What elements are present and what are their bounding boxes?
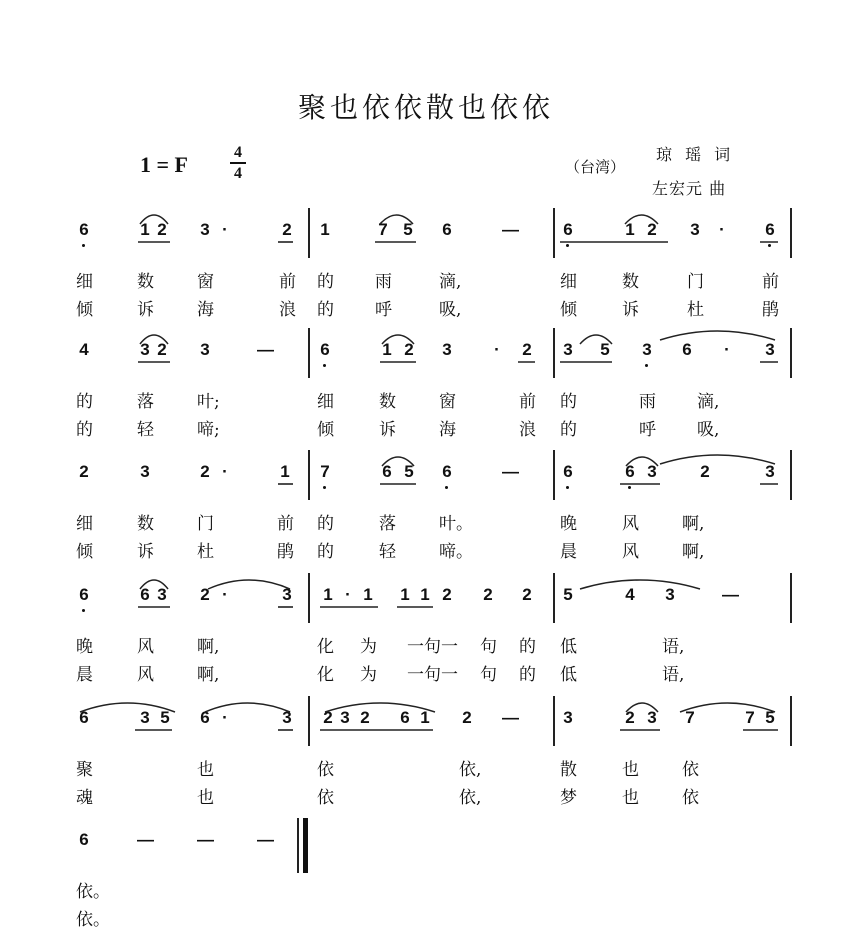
note: 2 bbox=[200, 462, 210, 481]
lyric-verse-2: 的 bbox=[317, 300, 334, 320]
slur-arc bbox=[140, 580, 168, 589]
note: 5 bbox=[403, 220, 413, 239]
note: · bbox=[719, 220, 725, 239]
region-label: （台湾） bbox=[565, 158, 626, 176]
note: 3 bbox=[140, 340, 150, 359]
lyric-verse-2: 啼; bbox=[197, 420, 220, 440]
lyric-verse-2: 吸, bbox=[697, 420, 720, 440]
note: · bbox=[222, 220, 228, 239]
note: 2 bbox=[442, 585, 452, 604]
note: 1 bbox=[625, 220, 635, 239]
lyric-verse-2: 的 bbox=[317, 542, 334, 562]
lyric-verse-1: 的 bbox=[317, 514, 334, 534]
lyric-verse-2: 依 bbox=[317, 788, 334, 808]
lyric-verse-2: 也 bbox=[622, 788, 639, 808]
lyric-verse-1: 落 bbox=[137, 392, 154, 412]
note: 2 bbox=[200, 585, 210, 604]
note: 1 bbox=[420, 708, 430, 727]
note: 3 bbox=[340, 708, 350, 727]
lyric-verse-1: 的 bbox=[519, 637, 536, 657]
lyric-verse-2: 梦 bbox=[560, 788, 577, 808]
lyric-verse-1: 为 bbox=[360, 637, 377, 657]
lyric-verse-1: 雨 bbox=[639, 392, 656, 412]
note: 6 bbox=[79, 585, 89, 604]
lyric-verse-2: 倾 bbox=[560, 300, 577, 320]
note: 3 bbox=[563, 340, 573, 359]
lyric-verse-2: 的 bbox=[519, 665, 536, 685]
lyric-verse-1: 散 bbox=[560, 760, 577, 780]
note: 3 bbox=[200, 220, 210, 239]
slur-arc bbox=[580, 335, 612, 344]
slur-arc bbox=[626, 703, 658, 712]
lyric-verse-1: 前 bbox=[762, 272, 779, 292]
note: 3 bbox=[140, 462, 150, 481]
note: 1 bbox=[320, 220, 330, 239]
note: 3 bbox=[647, 708, 657, 727]
note: 5 bbox=[160, 708, 170, 727]
lyric-verse-2: 诉 bbox=[137, 542, 154, 562]
slur-arc bbox=[625, 215, 658, 224]
note: 3 bbox=[200, 340, 210, 359]
lyric-verse-2: 语, bbox=[662, 665, 685, 685]
lyric-verse-1: 聚 bbox=[76, 760, 93, 780]
lyric-verse-1: 数 bbox=[379, 392, 396, 412]
lyric-verse-1: 也 bbox=[622, 760, 639, 780]
lyric-verse-1: 句 bbox=[480, 637, 497, 657]
lyric-verse-1: 晚 bbox=[76, 637, 93, 657]
slur-arc bbox=[205, 703, 290, 712]
lyric-verse-2: 鹃 bbox=[762, 300, 779, 320]
note: 7 bbox=[685, 708, 695, 727]
slur-arc bbox=[140, 335, 168, 344]
slur-arc bbox=[208, 580, 290, 589]
lyric-verse-1: 细 bbox=[560, 272, 577, 292]
note: — bbox=[502, 708, 519, 727]
note: 6 bbox=[400, 708, 410, 727]
lyric-verse-2: 杜 bbox=[197, 542, 214, 562]
slur-arc bbox=[325, 703, 435, 712]
lyric-verse-2: 倾 bbox=[76, 300, 93, 320]
note: 6 bbox=[79, 220, 89, 239]
time-signature-bottom: 4 bbox=[234, 165, 242, 182]
composer-credit: 左宏元 曲 bbox=[652, 179, 727, 198]
note: 6 bbox=[682, 340, 692, 359]
slur-arc bbox=[382, 335, 414, 344]
slur-arc bbox=[660, 331, 775, 340]
lyric-verse-2: 浪 bbox=[279, 300, 296, 320]
lyric-verse-1: 风 bbox=[137, 637, 154, 657]
lyric-verse-2: 啊, bbox=[197, 665, 220, 685]
note: 5 bbox=[404, 462, 414, 481]
lyric-verse-1: 叶。 bbox=[439, 514, 473, 534]
lyric-verse-2: 倾 bbox=[317, 420, 334, 440]
note: · bbox=[222, 708, 228, 727]
time-signature-top: 4 bbox=[234, 144, 242, 161]
lyric-verse-2: 依。 bbox=[76, 910, 110, 930]
note: 6 bbox=[625, 462, 635, 481]
note: 3 bbox=[690, 220, 700, 239]
lyric-verse-1: 啊, bbox=[682, 514, 705, 534]
lyric-verse-1: 门 bbox=[197, 514, 214, 534]
note: 1 bbox=[382, 340, 392, 359]
note: 2 bbox=[157, 220, 167, 239]
lyric-verse-1: 数 bbox=[137, 272, 154, 292]
note: 2 bbox=[404, 340, 414, 359]
note: 4 bbox=[79, 340, 89, 359]
lyric-verse-1: 前 bbox=[519, 392, 536, 412]
lyric-verse-1: 前 bbox=[279, 272, 296, 292]
note: — bbox=[502, 220, 519, 239]
lyric-verse-2: 吸, bbox=[439, 300, 462, 320]
lyric-verse-2: 也 bbox=[197, 788, 214, 808]
note: 3 bbox=[765, 340, 775, 359]
slur-arc bbox=[382, 457, 414, 466]
lyric-verse-2: 依 bbox=[682, 788, 699, 808]
lyric-verse-1: 细 bbox=[76, 514, 93, 534]
note: 2 bbox=[282, 220, 292, 239]
note: 3 bbox=[563, 708, 573, 727]
lyric-verse-2: 的 bbox=[560, 420, 577, 440]
slur-arc bbox=[80, 703, 175, 712]
lyric-verse-2: 句 bbox=[480, 665, 497, 685]
lyric-verse-1: 雨 bbox=[375, 272, 392, 292]
lyric-verse-2: 轻 bbox=[137, 420, 154, 440]
lyric-verse-2: 依, bbox=[459, 788, 482, 808]
note: 6 bbox=[563, 220, 573, 239]
lyric-verse-2: 风 bbox=[137, 665, 154, 685]
note: 4 bbox=[625, 585, 635, 604]
note: 3 bbox=[282, 585, 292, 604]
slur-arc bbox=[626, 457, 658, 466]
key-signature: 1 = F bbox=[140, 152, 188, 177]
note: 6 bbox=[79, 708, 89, 727]
lyric-verse-2: 风 bbox=[622, 542, 639, 562]
note: 5 bbox=[765, 708, 775, 727]
lyric-verse-1: 依 bbox=[682, 760, 699, 780]
lyric-verse-1: 前 bbox=[277, 514, 294, 534]
note: 2 bbox=[700, 462, 710, 481]
note: — bbox=[137, 830, 154, 849]
note: 6 bbox=[382, 462, 392, 481]
lyric-verse-2: 为 bbox=[360, 665, 377, 685]
lyric-verse-2: 化 bbox=[317, 665, 334, 685]
lyric-verse-1: 滴, bbox=[697, 392, 720, 412]
note: 2 bbox=[360, 708, 370, 727]
lyric-verse-1: 晚 bbox=[560, 514, 577, 534]
note: 1 bbox=[140, 220, 150, 239]
song-title: 聚也依依散也依依 bbox=[297, 91, 554, 124]
note: — bbox=[502, 462, 519, 481]
lyric-verse-1: 啊, bbox=[197, 637, 220, 657]
note: · bbox=[345, 585, 351, 604]
note: 2 bbox=[647, 220, 657, 239]
lyric-verse-1: 依, bbox=[459, 760, 482, 780]
lyric-verse-1: 细 bbox=[317, 392, 334, 412]
note: · bbox=[222, 462, 228, 481]
note: 1 bbox=[400, 585, 410, 604]
note: 2 bbox=[522, 340, 532, 359]
note: · bbox=[222, 585, 228, 604]
lyric-verse-1: 数 bbox=[137, 514, 154, 534]
note: 2 bbox=[483, 585, 493, 604]
note: 5 bbox=[563, 585, 573, 604]
note: 1 bbox=[420, 585, 430, 604]
note: 1 bbox=[323, 585, 333, 604]
note: 6 bbox=[563, 462, 573, 481]
note: · bbox=[494, 340, 500, 359]
lyric-verse-2: 呼 bbox=[639, 420, 656, 440]
lyric-verse-2: 晨 bbox=[560, 542, 577, 562]
lyric-verse-2: 鹃 bbox=[277, 542, 294, 562]
lyric-verse-2: 杜 bbox=[687, 300, 704, 320]
lyric-verse-1: 化 bbox=[317, 637, 334, 657]
lyric-verse-1: 依 bbox=[317, 760, 334, 780]
note: 3 bbox=[765, 462, 775, 481]
slur-arc bbox=[380, 215, 413, 224]
note: 3 bbox=[642, 340, 652, 359]
lyric-verse-2: 诉 bbox=[379, 420, 396, 440]
note: 2 bbox=[323, 708, 333, 727]
lyric-verse-1: 落 bbox=[379, 514, 396, 534]
note: 6 bbox=[140, 585, 150, 604]
note: 1 bbox=[363, 585, 373, 604]
slur-arc bbox=[140, 215, 168, 224]
note: — bbox=[722, 585, 739, 604]
note: 1 bbox=[280, 462, 290, 481]
lyric-verse-2: 轻 bbox=[379, 542, 396, 562]
slur-arc bbox=[580, 580, 700, 589]
note: 2 bbox=[462, 708, 472, 727]
lyric-verse-2: 低 bbox=[560, 665, 577, 685]
lyric-verse-2: 倾 bbox=[76, 542, 93, 562]
lyric-verse-1: 依。 bbox=[76, 882, 110, 902]
lyric-verse-1: 低 bbox=[560, 637, 577, 657]
note: — bbox=[257, 830, 274, 849]
note: 2 bbox=[522, 585, 532, 604]
lyric-verse-1: 也 bbox=[197, 760, 214, 780]
lyric-verse-1: 窗 bbox=[439, 392, 456, 412]
note: 6 bbox=[442, 462, 452, 481]
note: 6 bbox=[200, 708, 210, 727]
note: 3 bbox=[282, 708, 292, 727]
note: — bbox=[197, 830, 214, 849]
note: 7 bbox=[320, 462, 330, 481]
lyric-verse-2: 诉 bbox=[137, 300, 154, 320]
lyric-verse-1: 语, bbox=[662, 637, 685, 657]
note: 7 bbox=[378, 220, 388, 239]
note: 2 bbox=[79, 462, 89, 481]
lyric-verse-1: 风 bbox=[622, 514, 639, 534]
lyric-verse-1: 窗 bbox=[197, 272, 214, 292]
note: 2 bbox=[157, 340, 167, 359]
lyric-verse-2: 的 bbox=[76, 420, 93, 440]
lyric-verse-2: 啼。 bbox=[439, 542, 473, 562]
lyricist-credit: 琼 瑶 词 bbox=[656, 145, 735, 164]
lyric-verse-1: 的 bbox=[317, 272, 334, 292]
lyric-verse-2: 海 bbox=[439, 420, 456, 440]
note: 6 bbox=[320, 340, 330, 359]
note: 3 bbox=[665, 585, 675, 604]
lyric-verse-2: 诉 bbox=[622, 300, 639, 320]
note: 6 bbox=[79, 830, 89, 849]
lyric-verse-1: 门 bbox=[687, 272, 704, 292]
lyric-verse-1: 滴, bbox=[439, 272, 462, 292]
lyric-verse-2: 呼 bbox=[375, 300, 392, 320]
note: 6 bbox=[765, 220, 775, 239]
note: 3 bbox=[157, 585, 167, 604]
lyric-verse-2: 晨 bbox=[76, 665, 93, 685]
slur-arc bbox=[660, 455, 775, 464]
note: 3 bbox=[442, 340, 452, 359]
note: 6 bbox=[442, 220, 452, 239]
lyric-verse-2: 海 bbox=[197, 300, 214, 320]
lyric-verse-1: 的 bbox=[560, 392, 577, 412]
note: — bbox=[257, 340, 274, 359]
lyric-verse-2: 啊, bbox=[682, 542, 705, 562]
note: 2 bbox=[625, 708, 635, 727]
note: · bbox=[724, 340, 730, 359]
lyric-verse-1: 数 bbox=[622, 272, 639, 292]
lyric-verse-1: 一句一 bbox=[407, 637, 458, 657]
lyric-verse-1: 细 bbox=[76, 272, 93, 292]
lyric-verse-2: 魂 bbox=[76, 788, 93, 808]
slur-arc bbox=[680, 703, 775, 712]
lyric-verse-2: 一句一 bbox=[407, 665, 458, 685]
lyric-verse-2: 浪 bbox=[519, 420, 536, 440]
note: 7 bbox=[745, 708, 755, 727]
lyric-verse-1: 叶; bbox=[197, 392, 220, 412]
lyric-verse-1: 的 bbox=[76, 392, 93, 412]
note: 3 bbox=[647, 462, 657, 481]
note: 5 bbox=[600, 340, 610, 359]
note: 3 bbox=[140, 708, 150, 727]
